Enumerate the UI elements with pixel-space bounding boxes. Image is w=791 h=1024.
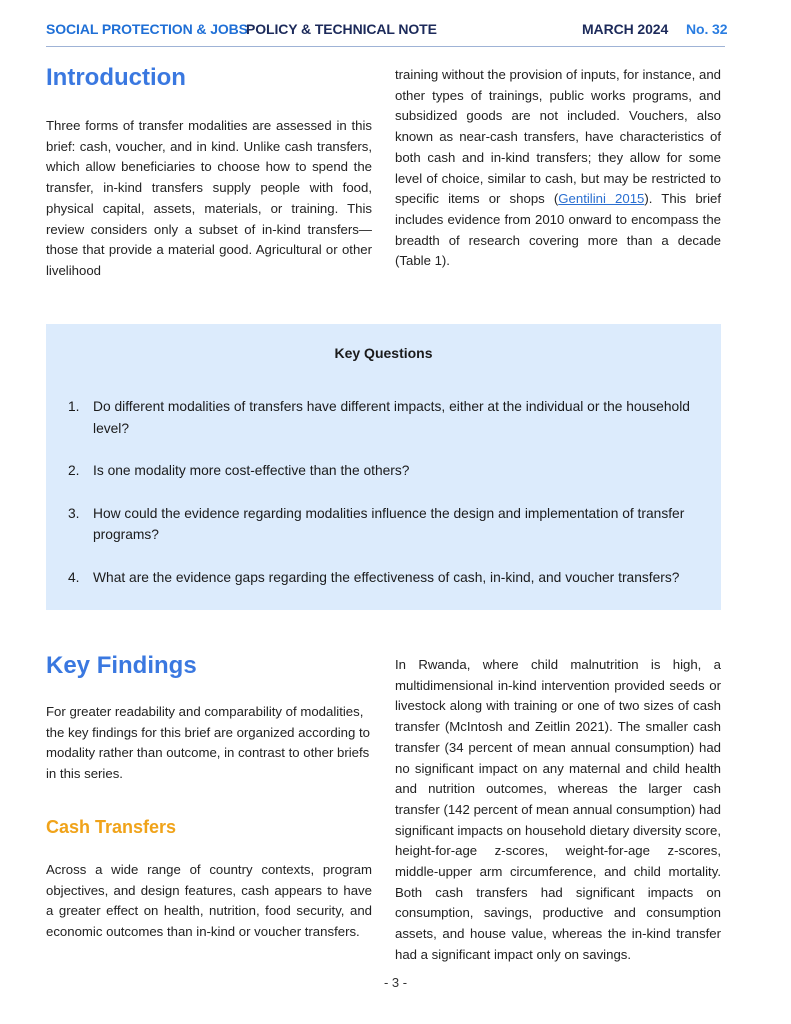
header-section-label: SOCIAL PROTECTION & JOBS bbox=[46, 21, 248, 37]
introduction-heading: Introduction bbox=[46, 64, 186, 91]
rwanda-paragraph: In Rwanda, where child malnutrition is high, a multidimensional in-kind intervention provided seeds or livestock along with training or one of two sizes of cash transfer (McIntosh and Zeitlin 2021). The smaller cash transfer (34 percent of mean annual consumption) had no significant impact on any maternal and child health and nutrition outcomes, whereas the larger cash transfer (142 percent of mean annual consumption) had significant impacts on household dietary diversity score, height-for-age z-scores, weight-for-age z-scores, middle-upper arm circumference, and child mortality. Both cash transfers had significant impacts on consumption, savings, productive and consumption assets, and house value, whereas the in-kind transfer had a significant impact only on savings. bbox=[395, 657, 721, 962]
cash-transfers-heading: Cash Transfers bbox=[46, 816, 177, 837]
list-number: 3. bbox=[68, 505, 80, 521]
cash-transfers-paragraph: Across a wide range of country contexts, program objectives, and design features, cash appears to have a greater effect on health, nutrition, food security, and economic outcomes than in-kind or voucher transfers. bbox=[46, 861, 372, 939]
header-date: MARCH 2024 bbox=[582, 21, 669, 37]
key-question-text: What are the evidence gaps regarding the effectiveness of cash, in-kind, and voucher transfers? bbox=[93, 569, 680, 585]
page-number: - 3 - bbox=[383, 975, 408, 990]
introduction-right-column bbox=[395, 65, 721, 272]
key-question-text: Is one modality more cost-effective than the others? bbox=[93, 463, 410, 478]
page-header bbox=[46, 21, 728, 47]
key-question-item bbox=[68, 503, 708, 546]
intro-text-before-citation: training without the provision of inputs, for instance, and other types of trainings, public works programs, and subsidized goods are not included. Vouchers, also known as near-cash transfers, have characteristics of both cash and in-kind transfers; they allow for some level of choice, similar to cash, but may be restricted to specific items or shops ( bbox=[395, 67, 721, 207]
intro-text-after-citation: ). This brief includes evidence from 2010 onward to encompass the breadth of research covering more than a decade (Table 1). bbox=[395, 191, 721, 269]
list-number: 2. bbox=[68, 463, 80, 478]
list-number: 4. bbox=[68, 569, 80, 585]
list-number: 1. bbox=[68, 399, 80, 414]
introduction-paragraph-right bbox=[395, 65, 721, 272]
key-question-item bbox=[68, 396, 708, 439]
key-question-text: Do different modalities of transfers have different impacts, either at the individual or the household level? bbox=[93, 399, 690, 436]
header-doc-type: POLICY & TECHNICAL NOTE bbox=[246, 21, 437, 37]
key-question-item bbox=[68, 567, 708, 589]
key-findings-right-column bbox=[395, 655, 721, 966]
introduction-left-column bbox=[46, 64, 372, 282]
key-questions-list bbox=[68, 396, 708, 609]
key-questions-box bbox=[46, 324, 721, 610]
key-findings-paragraph: For greater readability and comparability of modalities, the key findings for this brief are organized according to modality rather than outcome, in contrast to other briefs in this series. bbox=[46, 704, 371, 782]
key-findings-left-column bbox=[46, 652, 372, 943]
citation-link-gentilini[interactable]: Gentilini 2015 bbox=[558, 191, 645, 207]
key-findings-heading: Key Findings bbox=[46, 652, 197, 679]
introduction-paragraph-left: Three forms of transfer modalities are assessed in this brief: cash, voucher, and in kind. Unlike cash transfers, which allow beneficiaries to choose how to spend the transfer, in-kind transfers supply people with food, physical capital, assets, materials, or training. This review considers only a subset of in-kind transfers—those that provide a material good. Agricultural or other livelihood bbox=[46, 118, 372, 278]
key-question-text: How could the evidence regarding modalities influence the design and implementation of transfer programs? bbox=[93, 505, 685, 542]
key-question-item bbox=[68, 460, 708, 482]
key-questions-title: Key Questions bbox=[334, 345, 433, 361]
header-issue-number: No. 32 bbox=[686, 21, 728, 37]
